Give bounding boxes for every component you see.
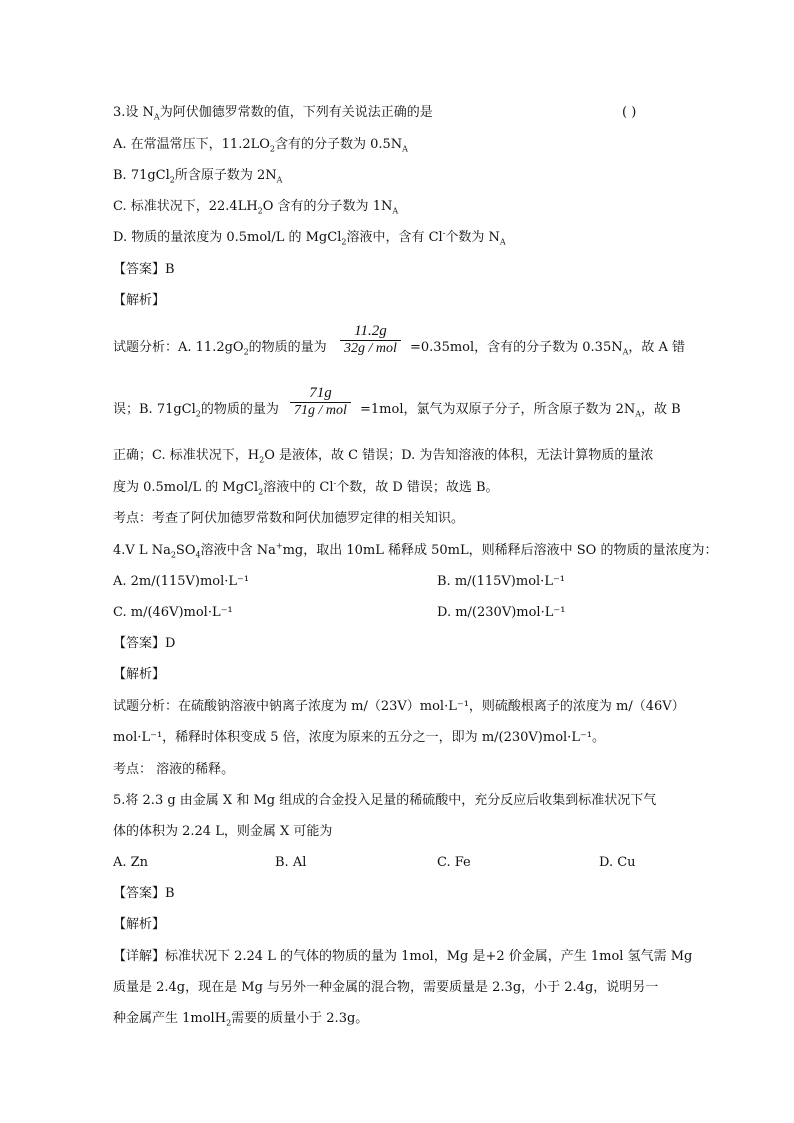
q5-explanation-line-2: 质量是 2.4g，现在是 Mg 与另外一种金属的混合物，需要质量是 2.3g，小于 2.4g，说明另一: [113, 980, 659, 995]
q3-option-a: A. 在常温常压下，$11.2LO_2$含有的分子数为 $0.5N_A$: [113, 137, 408, 154]
q3-stem: 3.设 $N_A$为阿伏伽德罗常数的值，下列有关说法正确的是: [113, 105, 433, 122]
q4-option-c: C. m/(46V)mol·L⁻¹: [113, 605, 233, 620]
q4-knowledge-point: 考点： 溶液的稀释。: [113, 762, 235, 777]
q4-option-d: D. m/(230V)mol·L⁻¹: [437, 605, 566, 620]
q5-option-d: D. Cu: [599, 855, 636, 870]
q5-option-c: C. Fe: [437, 855, 471, 870]
q5-option-b: B. Al: [275, 855, 307, 870]
q3-answer-paren: ( ): [622, 105, 637, 120]
q3-option-d: D. 物质的量浓度为 0.5mol/L 的 MgCl$_2$溶液中，含有 Cl-个数为 $N_A$: [113, 228, 506, 247]
q3-explanation-line-2b: =1mol，氯气为双原子分子，所含原子数为 $2N_A$，故 B: [360, 402, 681, 419]
q5-option-a: A. Zn: [113, 855, 149, 870]
q3-explanation-line-2a: 误；B. 71gCl$_2$的物质的量为: [113, 402, 279, 419]
q4-stem: 4.V L $Na_2SO_4$溶液中含 Na+mg，取出 10mL 稀释成 50mL，则稀释后溶液中 SO 的物质的量浓度为：: [113, 541, 718, 560]
q3-explanation-line-3: 正确；C. 标准状况下，$H_2O$ 是液体，故 C 错误；D. 为告知溶液的体积，无法计算物质的量浓: [113, 448, 654, 465]
q5-explanation-line-1: 【详解】标准状况下 2.24 L 的气体的物质的量为 1mol，Mg 是+2 价金属，产生 1mol 氢气需 Mg: [113, 949, 693, 964]
q5-explanation-line-3: 种金属产生 1molH$_2$需要的质量小于 2.3g。: [113, 1011, 369, 1028]
q3-analysis-heading: 【解析】: [113, 293, 166, 308]
q3-option-b: B. 71gCl$_2$所含原子数为 $2N_A$: [113, 168, 283, 185]
q5-answer: 【答案】B: [113, 886, 175, 901]
q3-option-c: C. 标准状况下，$22.4LH_2O$ 含有的分子数为 $1N_A$: [113, 199, 399, 216]
q4-option-a: A. 2m/(115V)mol·L⁻¹: [113, 574, 250, 589]
q5-analysis-heading: 【解析】: [113, 917, 166, 932]
q3-knowledge-point: 考点：考查了阿伏加德罗常数和阿伏加德罗定律的相关知识。: [113, 511, 465, 526]
q4-explanation-line-2: mol·L⁻¹，稀释时体积变成 5 倍，浓度为原来的五分之一，即为 m/(230V)mol·L⁻¹。: [113, 730, 606, 745]
q4-answer: 【答案】D: [113, 636, 176, 651]
q4-analysis-heading: 【解析】: [113, 667, 166, 682]
q4-explanation-line-1: 试题分析：在硫酸钠溶液中钠离子浓度为 m/（23V）mol·L⁻¹，则硫酸根离子的浓度为 m/（46V）: [113, 699, 685, 714]
q4-option-b: B. m/(115V)mol·L⁻¹: [437, 574, 566, 589]
q3-explanation-line-1a: 试题分析：A. $11.2gO_2$的物质的量为: [113, 340, 327, 357]
q3-answer: 【答案】B: [113, 262, 175, 277]
q3-fraction-2: 71g 71g / mol: [290, 385, 351, 419]
q5-stem-line-2: 体的体积为 2.24 L，则金属 X 可能为: [113, 824, 333, 839]
q5-stem-line-1: 5.将 2.3 g 由金属 X 和 Mg 组成的合金投入足量的稀硫酸中，充分反应后收集到标准状况下气: [113, 793, 657, 808]
q3-explanation-line-4: 度为 0.5mol/L 的 MgCl$_2$溶液中的 Cl-个数，故 D 错误；故选 B。: [113, 478, 499, 497]
q3-explanation-line-1b: =0.35mol，含有的分子数为 $0.35N_A$，故 A 错: [410, 340, 686, 357]
q3-fraction-1: 11.2g 32g / mol: [340, 323, 401, 357]
